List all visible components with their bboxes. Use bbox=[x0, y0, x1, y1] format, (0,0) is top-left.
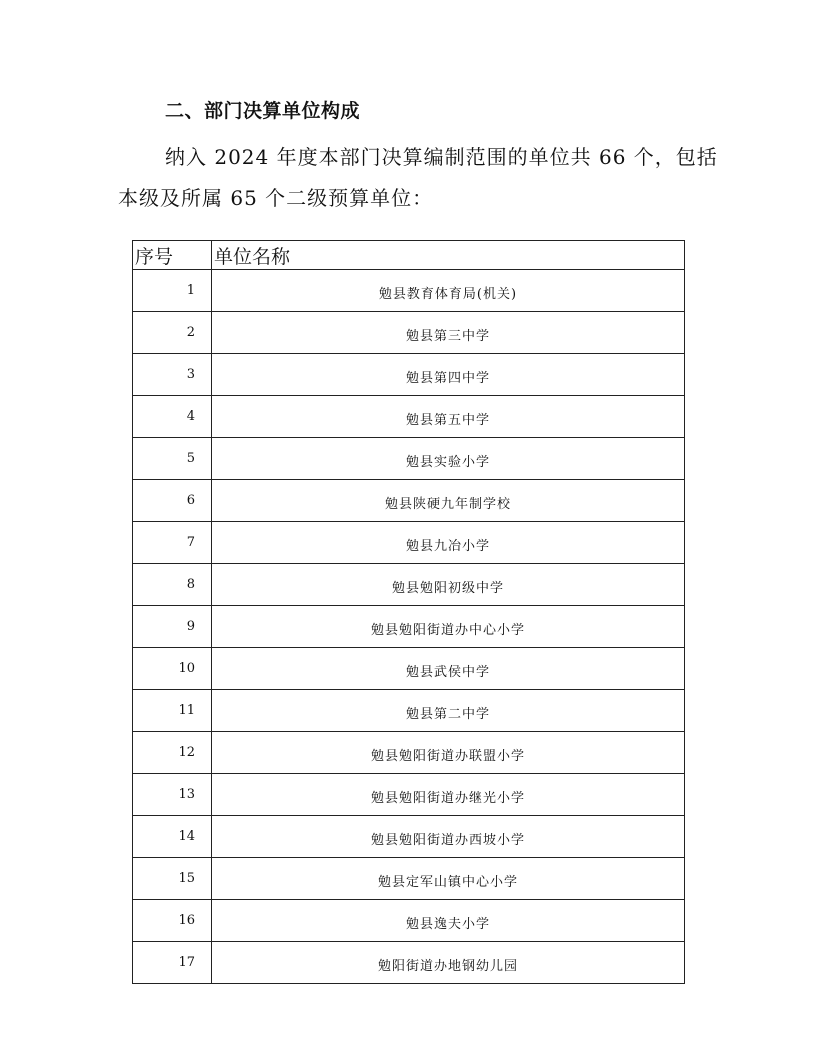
table-row bbox=[133, 606, 685, 648]
section-heading: 二、部门决算单位构成 bbox=[165, 100, 361, 122]
row-unit-name: 勉县第四中学 bbox=[212, 354, 685, 396]
table-row bbox=[133, 858, 685, 900]
row-serial-number: 10 bbox=[133, 648, 212, 690]
table-row bbox=[133, 816, 685, 858]
table-row bbox=[133, 942, 685, 984]
row-unit-name: 勉县勉阳街道办联盟小学 bbox=[212, 732, 685, 774]
table-row bbox=[133, 774, 685, 816]
row-unit-name: 勉县逸夫小学 bbox=[212, 900, 685, 942]
row-serial-number: 5 bbox=[133, 438, 212, 480]
table-row bbox=[133, 690, 685, 732]
row-unit-name: 勉县第二中学 bbox=[212, 690, 685, 732]
table-row bbox=[133, 396, 685, 438]
row-serial-number: 7 bbox=[133, 522, 212, 564]
row-serial-number: 6 bbox=[133, 480, 212, 522]
table-row bbox=[133, 438, 685, 480]
row-unit-name: 勉县勉阳初级中学 bbox=[212, 564, 685, 606]
header-serial-number: 序号 bbox=[133, 241, 212, 270]
row-serial-number: 1 bbox=[133, 270, 212, 312]
row-serial-number: 9 bbox=[133, 606, 212, 648]
row-serial-number: 3 bbox=[133, 354, 212, 396]
row-serial-number: 2 bbox=[133, 312, 212, 354]
row-unit-name: 勉县勉阳街道办西坡小学 bbox=[212, 816, 685, 858]
paragraph-line-2: 本级及所属 65 个二级预算单位： bbox=[118, 186, 434, 210]
row-serial-number: 14 bbox=[133, 816, 212, 858]
row-unit-name: 勉县第五中学 bbox=[212, 396, 685, 438]
table-row bbox=[133, 564, 685, 606]
row-unit-name: 勉县教育体育局(机关) bbox=[212, 270, 685, 312]
table-row bbox=[133, 480, 685, 522]
row-unit-name: 勉县勉阳街道办继光小学 bbox=[212, 774, 685, 816]
row-unit-name: 勉阳街道办地钢幼儿园 bbox=[212, 942, 685, 984]
row-unit-name: 勉县勉阳街道办中心小学 bbox=[212, 606, 685, 648]
row-serial-number: 12 bbox=[133, 732, 212, 774]
row-serial-number: 11 bbox=[133, 690, 212, 732]
table-row bbox=[133, 522, 685, 564]
row-unit-name: 勉县定军山镇中心小学 bbox=[212, 858, 685, 900]
row-serial-number: 8 bbox=[133, 564, 212, 606]
row-serial-number: 4 bbox=[133, 396, 212, 438]
table-row bbox=[133, 900, 685, 942]
table-header-row bbox=[133, 241, 685, 270]
header-unit-name: 单位名称 bbox=[212, 241, 685, 270]
row-serial-number: 16 bbox=[133, 900, 212, 942]
row-unit-name: 勉县武侯中学 bbox=[212, 648, 685, 690]
table-row bbox=[133, 354, 685, 396]
table-row bbox=[133, 732, 685, 774]
row-unit-name: 勉县九冶小学 bbox=[212, 522, 685, 564]
table-row bbox=[133, 270, 685, 312]
table-row bbox=[133, 312, 685, 354]
row-serial-number: 13 bbox=[133, 774, 212, 816]
row-serial-number: 17 bbox=[133, 942, 212, 984]
row-unit-name: 勉县实验小学 bbox=[212, 438, 685, 480]
unit-table bbox=[132, 240, 685, 984]
row-unit-name: 勉县陕硬九年制学校 bbox=[212, 480, 685, 522]
row-unit-name: 勉县第三中学 bbox=[212, 312, 685, 354]
row-serial-number: 15 bbox=[133, 858, 212, 900]
table-row bbox=[133, 648, 685, 690]
paragraph-line-1: 纳入 2024 年度本部门决算编制范围的单位共 66 个，包括 bbox=[165, 145, 718, 169]
